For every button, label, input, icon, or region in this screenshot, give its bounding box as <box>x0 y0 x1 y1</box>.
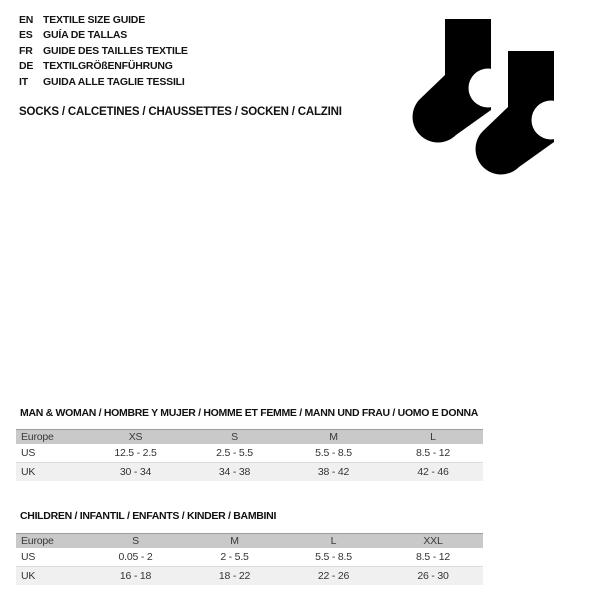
cell-value: 5.5 - 8.5 <box>284 444 383 463</box>
lang-code: DE <box>19 60 34 73</box>
lang-code: IT <box>19 75 28 88</box>
lang-row-en <box>19 13 188 28</box>
cell-value: 2.5 - 5.5 <box>185 444 284 463</box>
column-header-l: L <box>284 534 383 549</box>
lang-row-fr <box>19 44 188 59</box>
table-header-row <box>16 430 483 445</box>
lang-row-it <box>19 75 188 90</box>
row-label: UK <box>21 570 36 582</box>
lang-row-es <box>19 28 188 43</box>
lang-label: GUIDE DES TAILLES TEXTILE <box>43 44 188 57</box>
table-row-uk <box>16 463 483 482</box>
socks-icon <box>405 10 575 200</box>
column-header-europe: Europe <box>16 534 86 549</box>
language-guide-list <box>19 13 188 90</box>
lang-label: TEXTILGRÖßENFÜHRUNG <box>43 60 173 73</box>
column-header-m: M <box>284 430 383 445</box>
lang-code: ES <box>19 29 33 42</box>
cell-value: 26 - 30 <box>417 570 449 582</box>
row-label: US <box>16 444 86 463</box>
cell-value: 38 - 42 <box>317 466 350 478</box>
lang-label: GUIDA ALLE TAGLIE TESSILI <box>43 75 185 88</box>
man-woman-table-title: MAN & WOMAN / HOMBRE Y MUJER / HOMME ET FEMME / MANN UND FRAU / UOMO E DONNA <box>20 407 479 419</box>
cell-value: 30 - 34 <box>119 466 152 478</box>
table-row-us <box>16 548 483 567</box>
children-table-title: CHILDREN / INFANTIL / ENFANTS / KINDER / BAMBINI <box>20 510 277 522</box>
category-title: SOCKS / CALCETINES / CHAUSSETTES / SOCKEN / CALZINI <box>19 106 342 118</box>
lang-row-de <box>19 59 188 74</box>
row-label: UK <box>21 466 36 478</box>
column-header-europe: Europe <box>16 430 86 445</box>
lang-label: GUÍA DE TALLAS <box>43 29 128 42</box>
man-woman-size-table <box>16 429 483 481</box>
cell-value: 42 - 46 <box>417 466 449 478</box>
column-header-s: S <box>86 534 185 549</box>
cell-value: 16 - 18 <box>119 570 152 582</box>
cell-value: 34 - 38 <box>218 466 251 478</box>
cell-value: 12.5 - 2.5 <box>86 444 185 463</box>
row-label: US <box>16 548 86 567</box>
cell-value: 8.5 - 12 <box>383 548 483 567</box>
column-header-xxl: XXL <box>383 534 483 549</box>
lang-label: TEXTILE SIZE GUIDE <box>43 14 145 26</box>
cell-value: 22 - 26 <box>317 570 350 582</box>
lang-code: FR <box>19 44 33 57</box>
cell-value: 2 - 5.5 <box>185 548 284 567</box>
lang-code: EN <box>19 14 34 26</box>
children-size-table <box>16 533 483 585</box>
column-header-xs: XS <box>86 430 185 445</box>
cell-value: 0.05 - 2 <box>86 548 185 567</box>
table-row-uk <box>16 567 483 586</box>
column-header-s: S <box>185 430 284 445</box>
column-header-l: L <box>383 430 483 445</box>
cell-value: 8.5 - 12 <box>383 444 483 463</box>
cell-value: 18 - 22 <box>218 570 251 582</box>
table-row-us <box>16 444 483 463</box>
column-header-m: M <box>185 534 284 549</box>
table-header-row <box>16 534 483 549</box>
cell-value: 5.5 - 8.5 <box>284 548 383 567</box>
